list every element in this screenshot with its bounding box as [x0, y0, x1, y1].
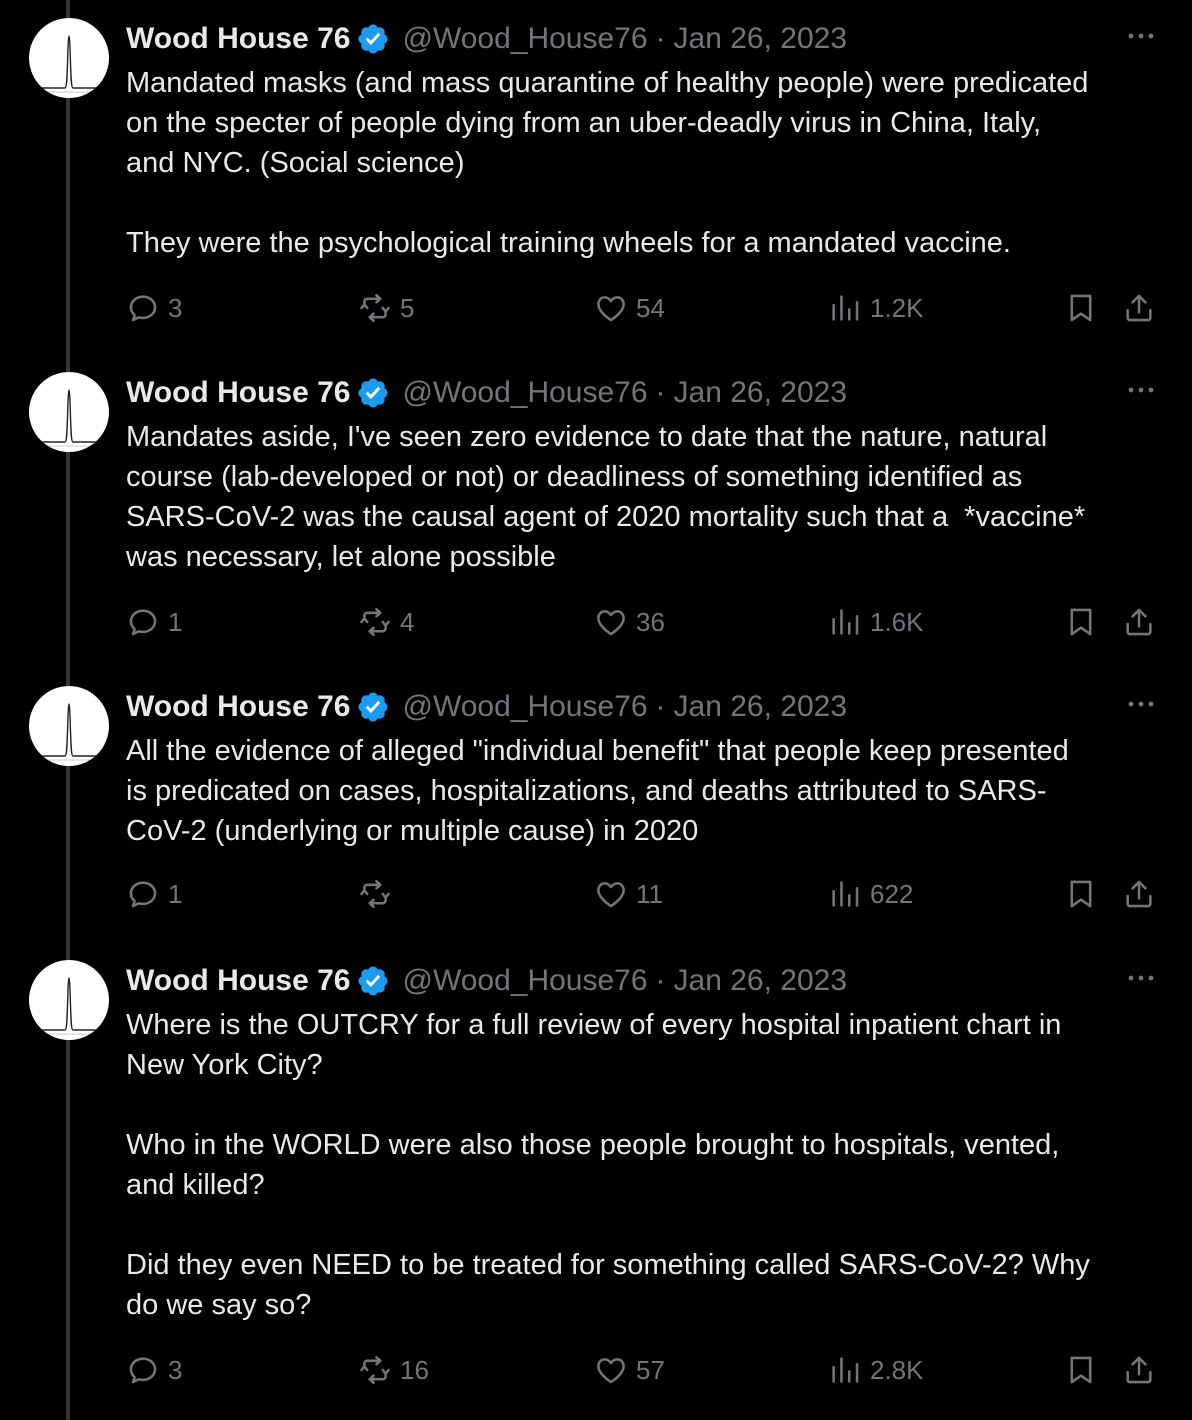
retweet-count: 4	[400, 606, 415, 637]
share-icon	[1122, 1353, 1156, 1387]
views-count: 2.8K	[870, 1354, 924, 1385]
bookmark-button[interactable]	[1064, 874, 1098, 914]
like-button[interactable]	[594, 874, 663, 914]
bookmark-button[interactable]	[1064, 288, 1098, 328]
heart-icon	[594, 1353, 636, 1387]
tweet-date[interactable]: Jan 26, 2023	[673, 964, 848, 997]
views-icon	[828, 605, 870, 639]
verified-badge-icon[interactable]	[356, 22, 390, 56]
views-button[interactable]	[828, 874, 913, 914]
author-handle[interactable]: @Wood_House76	[402, 376, 648, 409]
views-button[interactable]	[828, 1350, 924, 1390]
like-button[interactable]	[594, 602, 665, 642]
like-count: 36	[636, 606, 665, 637]
tweet-date[interactable]: Jan 26, 2023	[673, 22, 848, 55]
tweet-actions	[0, 874, 1192, 914]
retweet-icon	[358, 291, 400, 325]
bookmark-icon	[1064, 1353, 1098, 1387]
reply-count: 1	[168, 878, 183, 909]
tweet-text: All the evidence of alleged "individual benefit" that people keep presented is predicated on cases, hospitalizations, and deaths attributed to SARS- CoV-2 (underlying or multiple cause) in 2020	[126, 735, 1069, 847]
author-handle[interactable]: @Wood_House76	[402, 22, 648, 55]
like-button[interactable]	[594, 288, 665, 328]
views-icon	[828, 1353, 870, 1387]
retweet-button[interactable]	[358, 874, 400, 914]
verified-badge-icon[interactable]	[356, 376, 390, 410]
share-button[interactable]	[1122, 602, 1156, 642]
avatar[interactable]	[29, 686, 109, 766]
tweet-actions	[0, 1350, 1192, 1390]
reply-count: 3	[168, 1354, 183, 1385]
bookmark-button[interactable]	[1064, 1350, 1098, 1390]
bookmark-icon	[1064, 877, 1098, 911]
header-separator: ·	[655, 690, 666, 723]
author-name[interactable]: Wood House 76	[126, 690, 351, 723]
verified-badge-icon[interactable]	[356, 690, 390, 724]
tweet-text: Mandates aside, I've seen zero evidence to date that the nature, natural course (lab-developed or not) or deadliness of something identified as SARS-CoV-2 was the causal agent of 2020 mortality such that a *vaccine* was necessary, let alone possible	[126, 421, 1086, 573]
tweet-actions	[0, 288, 1192, 328]
retweet-count: 16	[400, 1354, 429, 1385]
tweet-header	[126, 373, 1192, 413]
share-button[interactable]	[1122, 1350, 1156, 1390]
views-icon	[828, 877, 870, 911]
heart-icon	[594, 605, 636, 639]
tweet-header	[126, 687, 1192, 727]
reply-button[interactable]	[126, 1350, 182, 1390]
tweet-text: Where is the OUTCRY for a full review of every hospital inpatient chart in New York City? Who in the WORLD were also those people brought to hospitals, vented, and killed? Did they even NEED to be treated for something called SARS-CoV-2? Why do we say so?	[126, 1009, 1090, 1321]
header-separator: ·	[655, 964, 666, 997]
like-count: 54	[636, 292, 665, 323]
author-name[interactable]: Wood House 76	[126, 964, 351, 997]
views-count: 1.2K	[870, 292, 924, 323]
retweet-icon	[358, 605, 400, 639]
share-button[interactable]	[1122, 874, 1156, 914]
more-icon[interactable]	[1126, 380, 1156, 400]
retweet-button[interactable]	[358, 602, 414, 642]
views-button[interactable]	[828, 288, 924, 328]
reply-icon	[126, 1353, 168, 1387]
tweet-date[interactable]: Jan 26, 2023	[673, 376, 848, 409]
reply-icon	[126, 291, 168, 325]
more-icon[interactable]	[1126, 694, 1156, 714]
author-name[interactable]: Wood House 76	[126, 376, 351, 409]
views-button[interactable]	[828, 602, 924, 642]
tweet-header	[126, 961, 1192, 1001]
bookmark-button[interactable]	[1064, 602, 1098, 642]
reply-button[interactable]	[126, 288, 182, 328]
more-icon[interactable]	[1126, 26, 1156, 46]
views-count: 1.6K	[870, 606, 924, 637]
tweet-header	[126, 19, 1192, 59]
reply-button[interactable]	[126, 602, 182, 642]
reply-count: 1	[168, 606, 183, 637]
share-icon	[1122, 291, 1156, 325]
views-count: 622	[870, 878, 914, 909]
author-handle[interactable]: @Wood_House76	[402, 690, 648, 723]
like-count: 11	[636, 878, 663, 909]
like-button[interactable]	[594, 1350, 665, 1390]
more-icon[interactable]	[1126, 968, 1156, 988]
retweet-button[interactable]	[358, 1350, 429, 1390]
tweet-actions	[0, 602, 1192, 642]
reply-count: 3	[168, 292, 183, 323]
heart-icon	[594, 291, 636, 325]
retweet-icon	[358, 877, 400, 911]
heart-icon	[594, 877, 636, 911]
tweet-date[interactable]: Jan 26, 2023	[673, 690, 848, 723]
like-count: 57	[636, 1354, 665, 1385]
share-icon	[1122, 605, 1156, 639]
avatar[interactable]	[29, 960, 109, 1040]
retweet-button[interactable]	[358, 288, 414, 328]
author-handle[interactable]: @Wood_House76	[402, 964, 648, 997]
avatar[interactable]	[29, 372, 109, 452]
retweet-icon	[358, 1353, 400, 1387]
header-separator: ·	[655, 22, 666, 55]
share-button[interactable]	[1122, 288, 1156, 328]
verified-badge-icon[interactable]	[356, 964, 390, 998]
bookmark-icon	[1064, 605, 1098, 639]
reply-icon	[126, 877, 168, 911]
tweet-text: Mandated masks (and mass quarantine of healthy people) were predicated on the specter of people dying from an uber-deadly virus in China, Italy, and NYC. (Social science) They were the psychological training wheels for a mandated vaccine.	[126, 67, 1089, 259]
avatar[interactable]	[29, 18, 109, 98]
reply-icon	[126, 605, 168, 639]
views-icon	[828, 291, 870, 325]
author-name[interactable]: Wood House 76	[126, 22, 351, 55]
reply-button[interactable]	[126, 874, 182, 914]
share-icon	[1122, 877, 1156, 911]
header-separator: ·	[655, 376, 666, 409]
retweet-count: 5	[400, 292, 415, 323]
bookmark-icon	[1064, 291, 1098, 325]
